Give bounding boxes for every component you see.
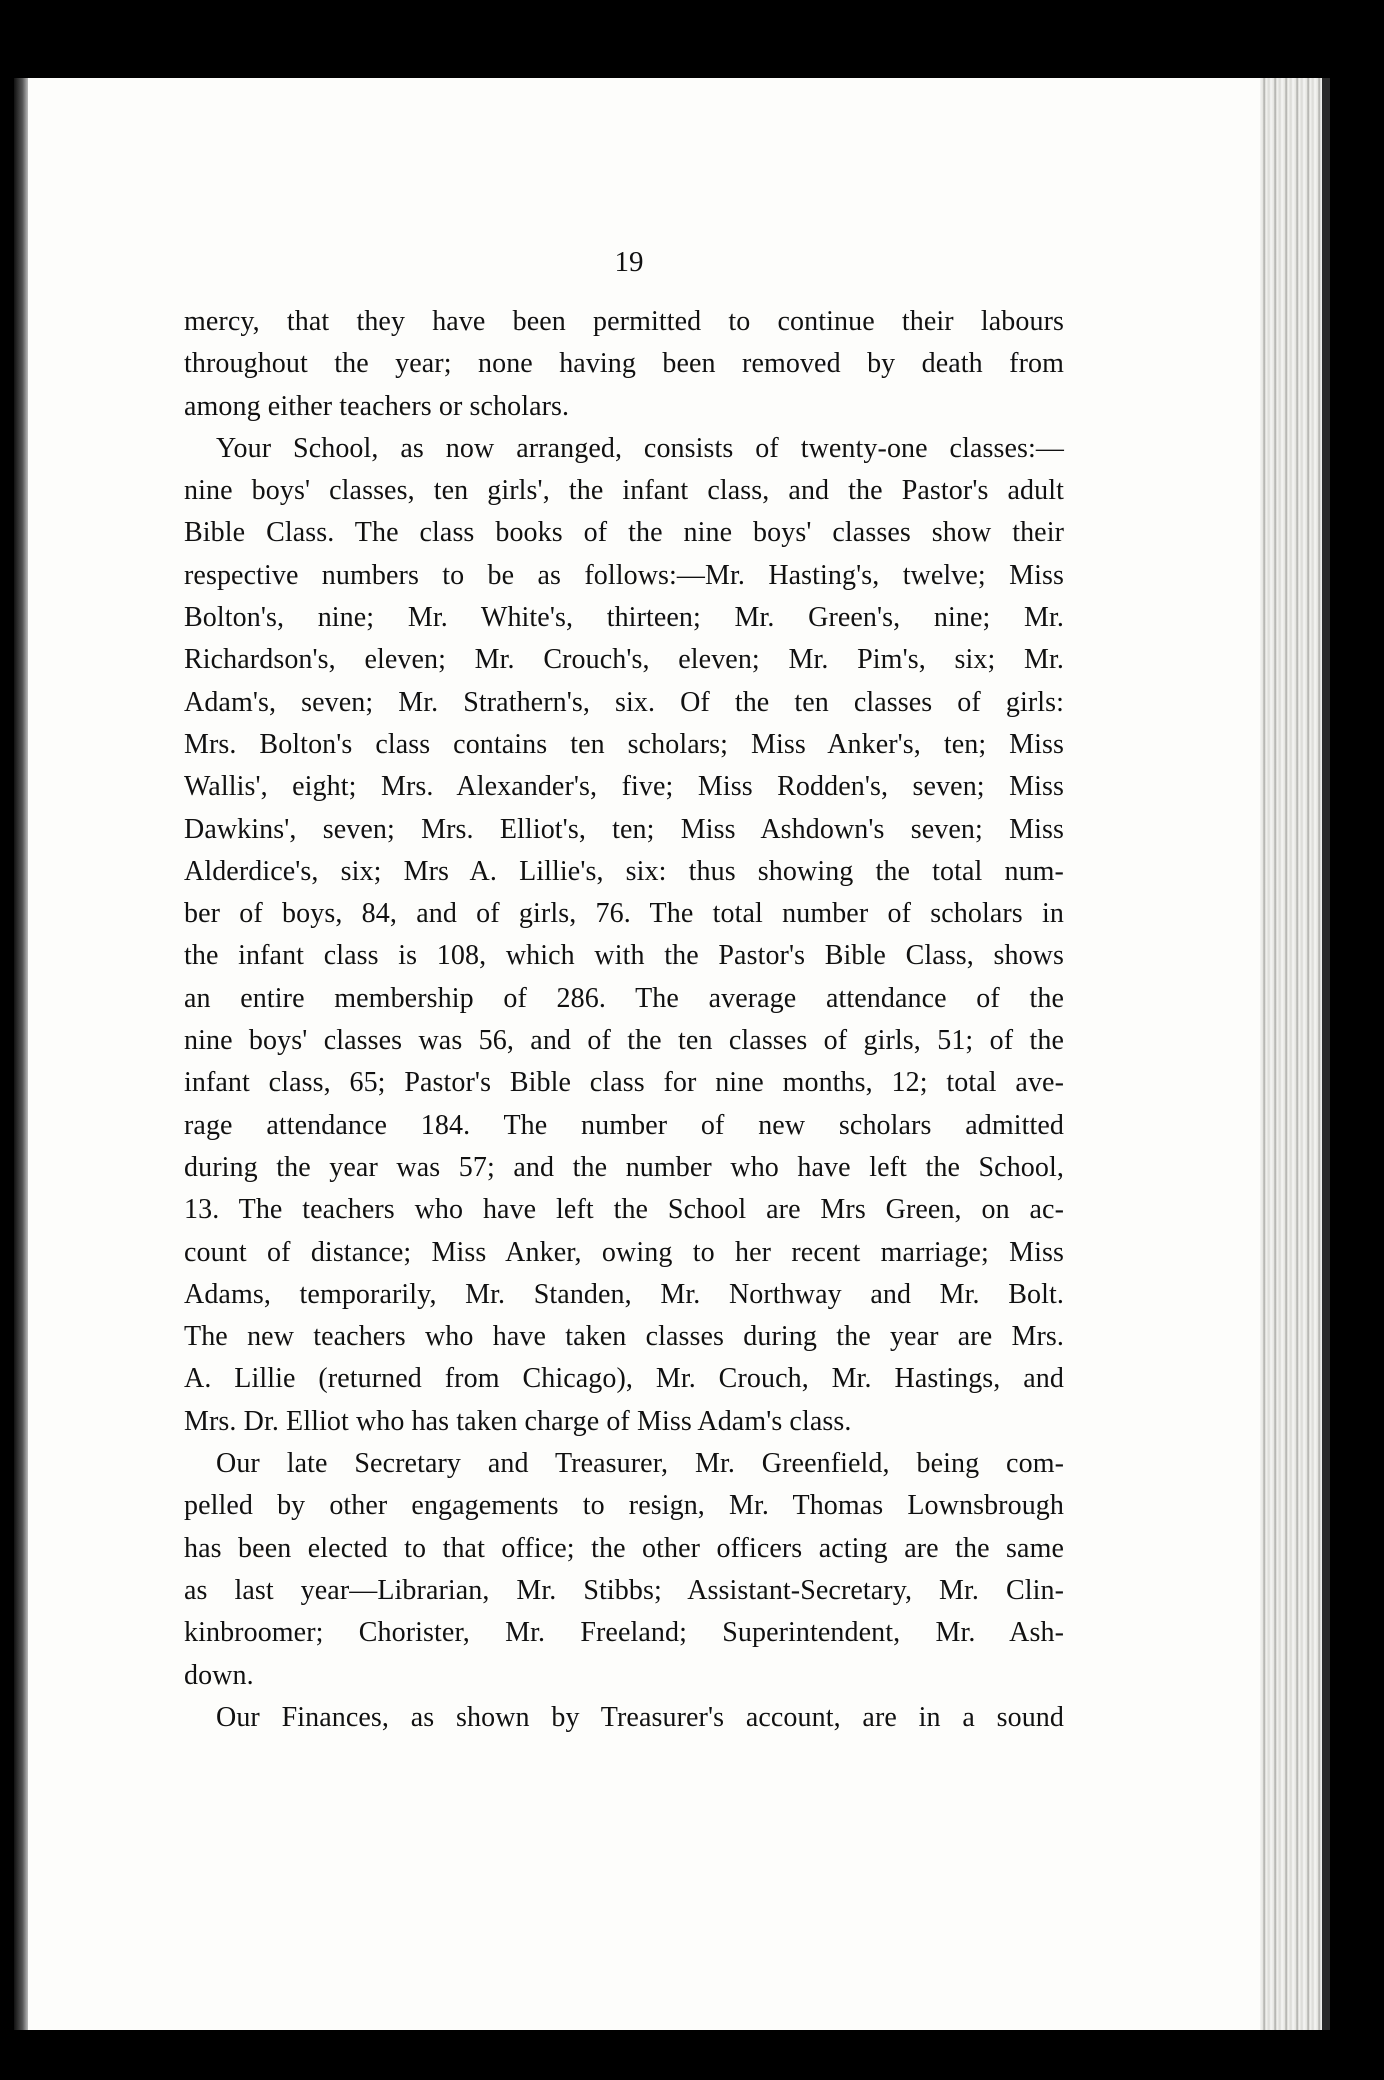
- text-line: count of distance; Miss Anker, owing to her recent marriage; Miss: [184, 1236, 1064, 1268]
- text-line: kinbroomer; Chorister, Mr. Freeland; Superintendent, Mr. Ash-: [184, 1617, 1064, 1649]
- text-line: down.: [184, 1659, 254, 1691]
- text-line: A. Lillie (returned from Chicago), Mr. Crouch, Mr. Hastings, and: [184, 1363, 1064, 1395]
- binding-edge: [14, 78, 28, 2030]
- text-line: during the year was 57; and the number who have left the School,: [184, 1151, 1064, 1183]
- text-line: Bible Class. The class books of the nine boys' classes show their: [184, 517, 1064, 549]
- page-fore-edge-shadow: [1322, 78, 1330, 2030]
- text-line: Wallis', eight; Mrs. Alexander's, five; Miss Rodden's, seven; Miss: [184, 771, 1064, 803]
- text-line: Alderdice's, six; Mrs A. Lillie's, six: thus showing the total num-: [184, 855, 1064, 887]
- text-line: the infant class is 108, which with the Pastor's Bible Class, shows: [184, 940, 1064, 972]
- text-line: Mrs. Bolton's class contains ten scholars; Miss Anker's, ten; Miss: [184, 728, 1064, 760]
- text-line: Dawkins', seven; Mrs. Elliot's, ten; Miss Ashdown's seven; Miss: [184, 813, 1064, 845]
- text-line: infant class, 65; Pastor's Bible class for nine months, 12; total ave-: [184, 1067, 1064, 1099]
- text-line: respective numbers to be as follows:—Mr. Hasting's, twelve; Miss: [184, 559, 1064, 591]
- text-line: as last year—Librarian, Mr. Stibbs; Assistant-Secretary, Mr. Clin-: [184, 1574, 1064, 1606]
- text-line: mercy, that they have been permitted to continue their labours: [184, 306, 1064, 337]
- text-line: Richardson's, eleven; Mr. Crouch's, eleven; Mr. Pim's, six; Mr.: [184, 644, 1064, 676]
- text-line: among either teachers or scholars.: [184, 390, 570, 422]
- text-line: Your School, as now arranged, consists of twenty-one classes:—: [216, 432, 1064, 464]
- text-line: pelled by other engagements to resign, Mr. Thomas Lownsbrough: [184, 1490, 1064, 1522]
- page-fore-edge: [1260, 78, 1330, 2030]
- text-line: The new teachers who have taken classes during the year are Mrs.: [184, 1321, 1064, 1353]
- text-line: Adams, temporarily, Mr. Standen, Mr. Northway and Mr. Bolt.: [184, 1278, 1064, 1310]
- text-line: an entire membership of 286. The average attendance of the: [184, 982, 1064, 1014]
- text-line: ber of boys, 84, and of girls, 76. The total number of scholars in: [184, 898, 1064, 930]
- text-line: Our Finances, as shown by Treasurer's account, are in a sound: [216, 1701, 1064, 1733]
- page-number: 19: [614, 246, 644, 278]
- text-line: rage attendance 184. The number of new scholars admitted: [184, 1109, 1064, 1141]
- text-line: has been elected to that office; the other officers acting are the same: [184, 1532, 1064, 1564]
- text-line: nine boys' classes was 56, and of the ten classes of girls, 51; of the: [184, 1025, 1064, 1057]
- text-line: Adam's, seven; Mr. Strathern's, six. Of the ten classes of girls:: [184, 686, 1064, 718]
- text-line: throughout the year; none having been removed by death from: [184, 348, 1064, 380]
- text-line: nine boys' classes, ten girls', the infant class, and the Pastor's adult: [184, 475, 1064, 507]
- text-line: 13. The teachers who have left the School are Mrs Green, on ac-: [184, 1194, 1064, 1226]
- scanned-page: [14, 78, 1330, 2030]
- text-line: Mrs. Dr. Elliot who has taken charge of Miss Adam's class.: [184, 1405, 852, 1437]
- text-line: Our late Secretary and Treasurer, Mr. Greenfield, being com-: [216, 1448, 1064, 1480]
- text-line: Bolton's, nine; Mr. White's, thirteen; Mr. Green's, nine; Mr.: [184, 602, 1064, 634]
- body-text: [184, 301, 1064, 1739]
